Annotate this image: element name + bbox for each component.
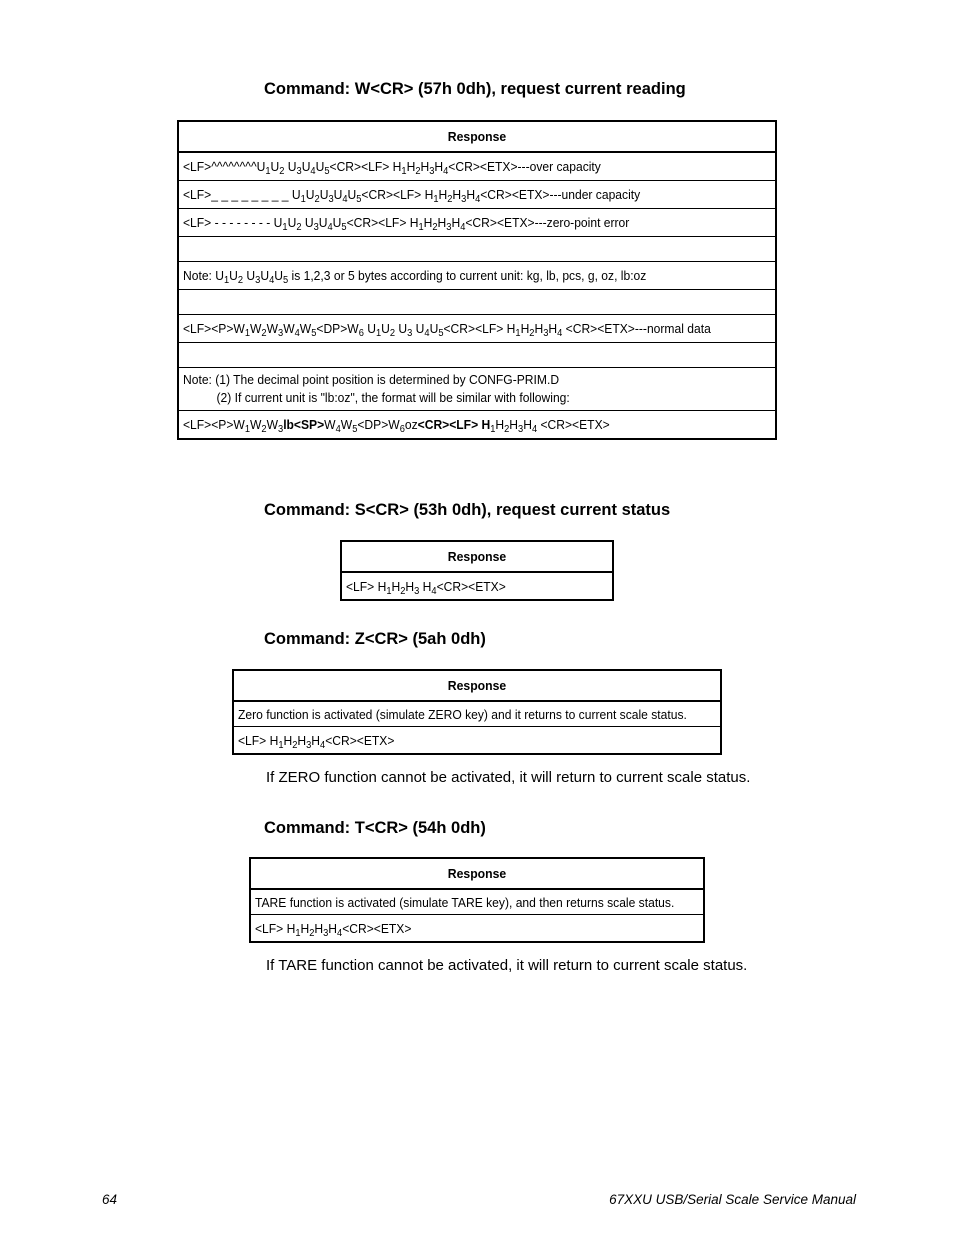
row-text: Note: $U_1U_2$ $U_3U_4U_5$ is 1,2,3 or 5 bytes according to current unit: kg, lb, pcs, g, oz, lb:oz bbox=[183, 268, 647, 286]
table-row bbox=[178, 411, 776, 440]
table-row bbox=[178, 209, 776, 237]
response-table-t bbox=[249, 857, 705, 943]
row-text: $<LF><P>W_1W_2W_3lb<SP>W_4W_5<DP>W_6oz<CR><LF> H_1H_2H_3H_4 <CR><ETX>$ bbox=[183, 417, 610, 435]
table-row bbox=[341, 572, 613, 600]
table-row bbox=[178, 262, 776, 290]
row-text: $<LF> H_1H_2H_3$ $H_4<CR><ETX>$ bbox=[346, 578, 506, 597]
table-header: Response bbox=[264, 858, 691, 889]
response-table-z bbox=[232, 669, 722, 755]
table-row-empty bbox=[178, 290, 776, 315]
row-text: $<LF> H_1H_2H_3H_4<CR><ETX>$ bbox=[238, 732, 395, 751]
table-row-empty bbox=[178, 237, 776, 262]
table-header: Response bbox=[248, 670, 707, 701]
table-header: Response bbox=[349, 541, 605, 572]
table-row bbox=[178, 315, 776, 343]
manual-title: 67XXU USB/Serial Scale Service Manual bbox=[609, 1192, 856, 1207]
table-row-empty bbox=[178, 343, 776, 368]
table-row bbox=[178, 152, 776, 181]
table-row-note bbox=[178, 368, 776, 411]
zero-note-text: If ZERO function cannot be activated, it will return to current scale status. bbox=[266, 769, 751, 786]
row-text: $<LF>\^{}\^{}\^{}\^{}\^{}\^{}\^{}\^{}U_1U_2$ $U_3U_4U_5<CR><LF>$ $H_1H_2H_3H_4<CR><ETX>--$-over capacity bbox=[183, 159, 601, 177]
heading-command-z: Command: Z<CR> (5ah 0dh) bbox=[264, 630, 486, 648]
heading-command-w: Command: W<CR> (57h 0dh), request current reading bbox=[264, 80, 686, 98]
heading-command-t: Command: T<CR> (54h 0dh) bbox=[264, 819, 486, 837]
response-table-w bbox=[177, 120, 777, 440]
table-row bbox=[233, 727, 721, 755]
row-text: $<LF><P>W_1W_2W_3W_4W_5<DP>W_6$ $U_1U_2$ $U_3$ $U_4U_5<CR><LF> H_1H_2H_3H_4$ <CR><ETX>---normal data bbox=[183, 321, 711, 339]
row-text: $<LF> H_1H_2H_3H_4<CR><ETX>$ bbox=[255, 920, 412, 939]
table-row bbox=[178, 181, 776, 209]
heading-command-s: Command: S<CR> (53h 0dh), request current status bbox=[264, 501, 671, 519]
table-row bbox=[250, 915, 704, 943]
row-text: <LF> - - - - - - - - $U_1U_2$ $U_3U_4U_5<CR><LF>$ $H_1H_2H_3H_4<CR><ETX>---zero$-point error bbox=[183, 215, 630, 233]
table-row bbox=[233, 701, 721, 727]
table-row bbox=[250, 889, 704, 915]
row-text: TARE function is activated (simulate TARE key), and then returns scale status. bbox=[255, 894, 675, 910]
note-line-1: Note: (1) The decimal point position is determined by CONFG-PRIM.D bbox=[183, 372, 560, 387]
tare-note-text: If TARE function cannot be activated, it will return to current scale status. bbox=[266, 957, 748, 974]
note-line-2: (2) If current unit is "lb:oz", the format will be similar with following: bbox=[216, 390, 570, 405]
row-text: <LF>_ _ _ _ _ _ _ _ $U_1U_2U_3U_4U_5<CR><LF>$ $H_1H_2H_3H_4<CR><ETX>--$-under capacity bbox=[183, 187, 641, 205]
page-number: 64 bbox=[102, 1192, 118, 1207]
response-table-s bbox=[340, 540, 614, 601]
row-text: Zero function is activated (simulate ZERO key) and it returns to current scale status. bbox=[238, 706, 687, 722]
table-header: Response bbox=[196, 121, 758, 152]
